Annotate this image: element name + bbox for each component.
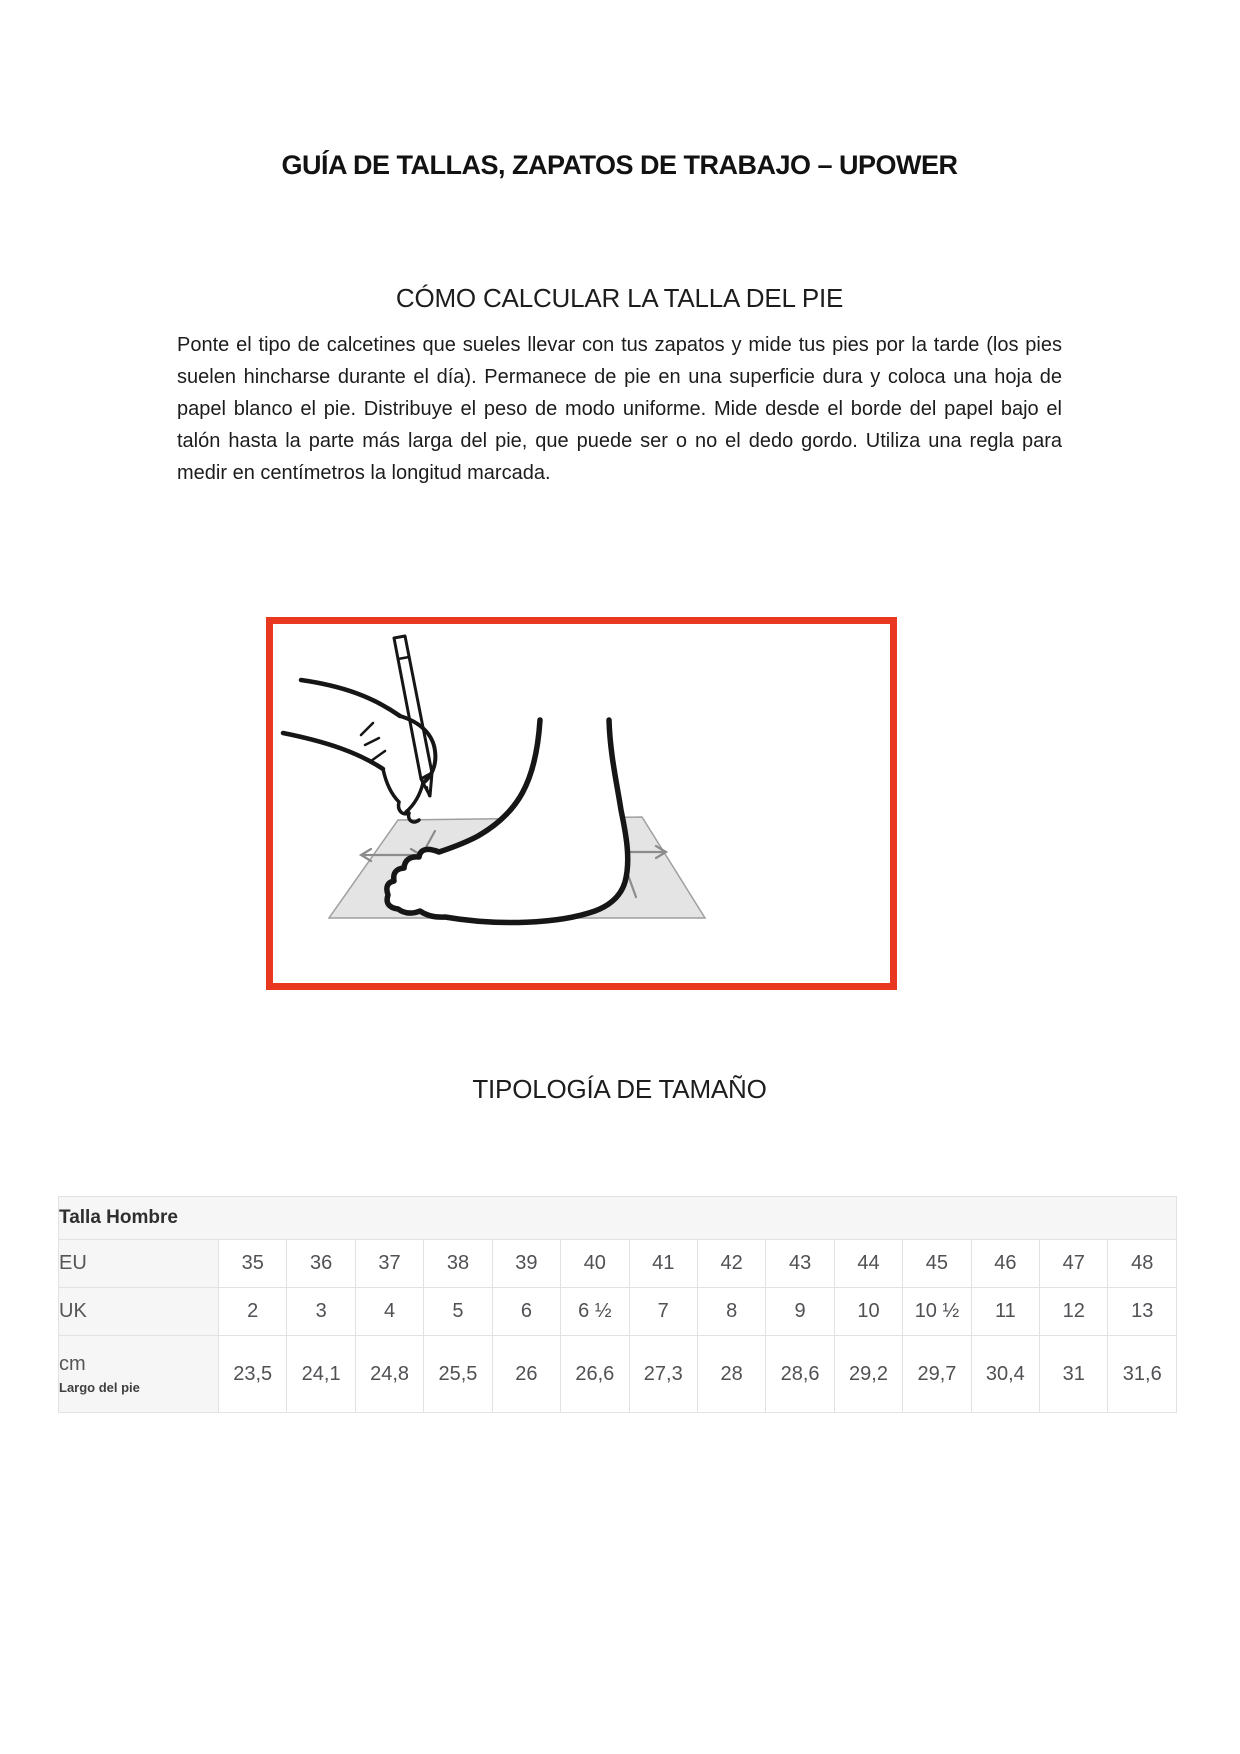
section-heading-measure: CÓMO CALCULAR LA TALLA DEL PIE	[395, 283, 844, 313]
cm-size-cell: 26,6	[561, 1336, 629, 1413]
table-row-cm	[59, 1336, 1177, 1413]
measure-instructions-paragraph: Ponte el tipo de calcetines que sueles llevar con tus zapatos y mide tus pies por la tarde (los pies suelen hincharse durante el día). Permanece de pie en una superficie dura y coloca una hoja de papel blanco el pie. Distribuye el peso de modo uniforme. Mide desde el borde del papel bajo el talón hasta la parte más larga del pie, que puede ser o no el dedo gordo. Utiliza una regla para medir en centímetros la longitud marcada.	[177, 334, 1062, 484]
cm-size-cell: 26	[492, 1336, 560, 1413]
uk-size-cell: 10	[834, 1288, 902, 1336]
uk-size-cell: 6 ½	[561, 1288, 629, 1336]
foot-measurement-drawing	[273, 624, 890, 983]
cm-size-cell: 29,2	[834, 1336, 902, 1413]
cm-label: cm	[59, 1353, 86, 1375]
cm-size-cell: 29,7	[903, 1336, 971, 1413]
cm-size-cell: 27,3	[629, 1336, 697, 1413]
uk-size-cell: 12	[1040, 1288, 1108, 1336]
foot-length-sublabel: Largo del pie	[59, 1380, 140, 1395]
uk-size-cell: 13	[1108, 1288, 1177, 1336]
eu-size-cell: 41	[629, 1240, 697, 1288]
row-label-uk: UK	[59, 1288, 219, 1336]
eu-size-cell: 35	[219, 1240, 287, 1288]
uk-size-cell: 5	[424, 1288, 492, 1336]
uk-size-cell: 8	[697, 1288, 765, 1336]
cm-size-cell: 28	[697, 1336, 765, 1413]
uk-size-cell: 11	[971, 1288, 1039, 1336]
uk-size-cell: 6	[492, 1288, 560, 1336]
cm-size-cell: 24,1	[287, 1336, 355, 1413]
uk-size-cell: 3	[287, 1288, 355, 1336]
eu-size-cell: 39	[492, 1240, 560, 1288]
eu-size-cell: 48	[1108, 1240, 1177, 1288]
cm-size-cell: 31,6	[1108, 1336, 1177, 1413]
eu-size-cell: 42	[697, 1240, 765, 1288]
table-row-eu	[59, 1240, 1177, 1288]
cm-size-cell: 28,6	[766, 1336, 834, 1413]
uk-size-cell: 10 ½	[903, 1288, 971, 1336]
eu-size-cell: 46	[971, 1240, 1039, 1288]
table-title: Talla Hombre	[59, 1197, 1177, 1240]
uk-size-cell: 2	[219, 1288, 287, 1336]
eu-size-cell: 43	[766, 1240, 834, 1288]
eu-size-cell: 36	[287, 1240, 355, 1288]
eu-size-cell: 47	[1040, 1240, 1108, 1288]
page-title: GUÍA DE TALLAS, ZAPATOS DE TRABAJO – UPOWER	[281, 150, 958, 180]
eu-size-cell: 38	[424, 1240, 492, 1288]
uk-size-cell: 7	[629, 1288, 697, 1336]
eu-size-cell: 37	[355, 1240, 423, 1288]
eu-size-cell: 44	[834, 1240, 902, 1288]
cm-size-cell: 30,4	[971, 1336, 1039, 1413]
cm-size-cell: 23,5	[219, 1336, 287, 1413]
size-chart-table	[58, 1196, 1177, 1413]
eu-size-cell: 40	[561, 1240, 629, 1288]
cm-size-cell: 25,5	[424, 1336, 492, 1413]
uk-size-cell: 4	[355, 1288, 423, 1336]
section-heading-sizes: TIPOLOGÍA DE TAMAÑO	[472, 1074, 767, 1104]
eu-size-cell: 45	[903, 1240, 971, 1288]
cm-size-cell: 31	[1040, 1336, 1108, 1413]
row-label-cm	[59, 1336, 219, 1413]
table-title-row	[59, 1197, 1177, 1240]
foot-measurement-illustration	[266, 617, 897, 990]
cm-size-cell: 24,8	[355, 1336, 423, 1413]
uk-size-cell: 9	[766, 1288, 834, 1336]
hand-with-pencil-shape	[283, 636, 435, 822]
row-label-eu: EU	[59, 1240, 219, 1288]
table-row-uk	[59, 1288, 1177, 1336]
